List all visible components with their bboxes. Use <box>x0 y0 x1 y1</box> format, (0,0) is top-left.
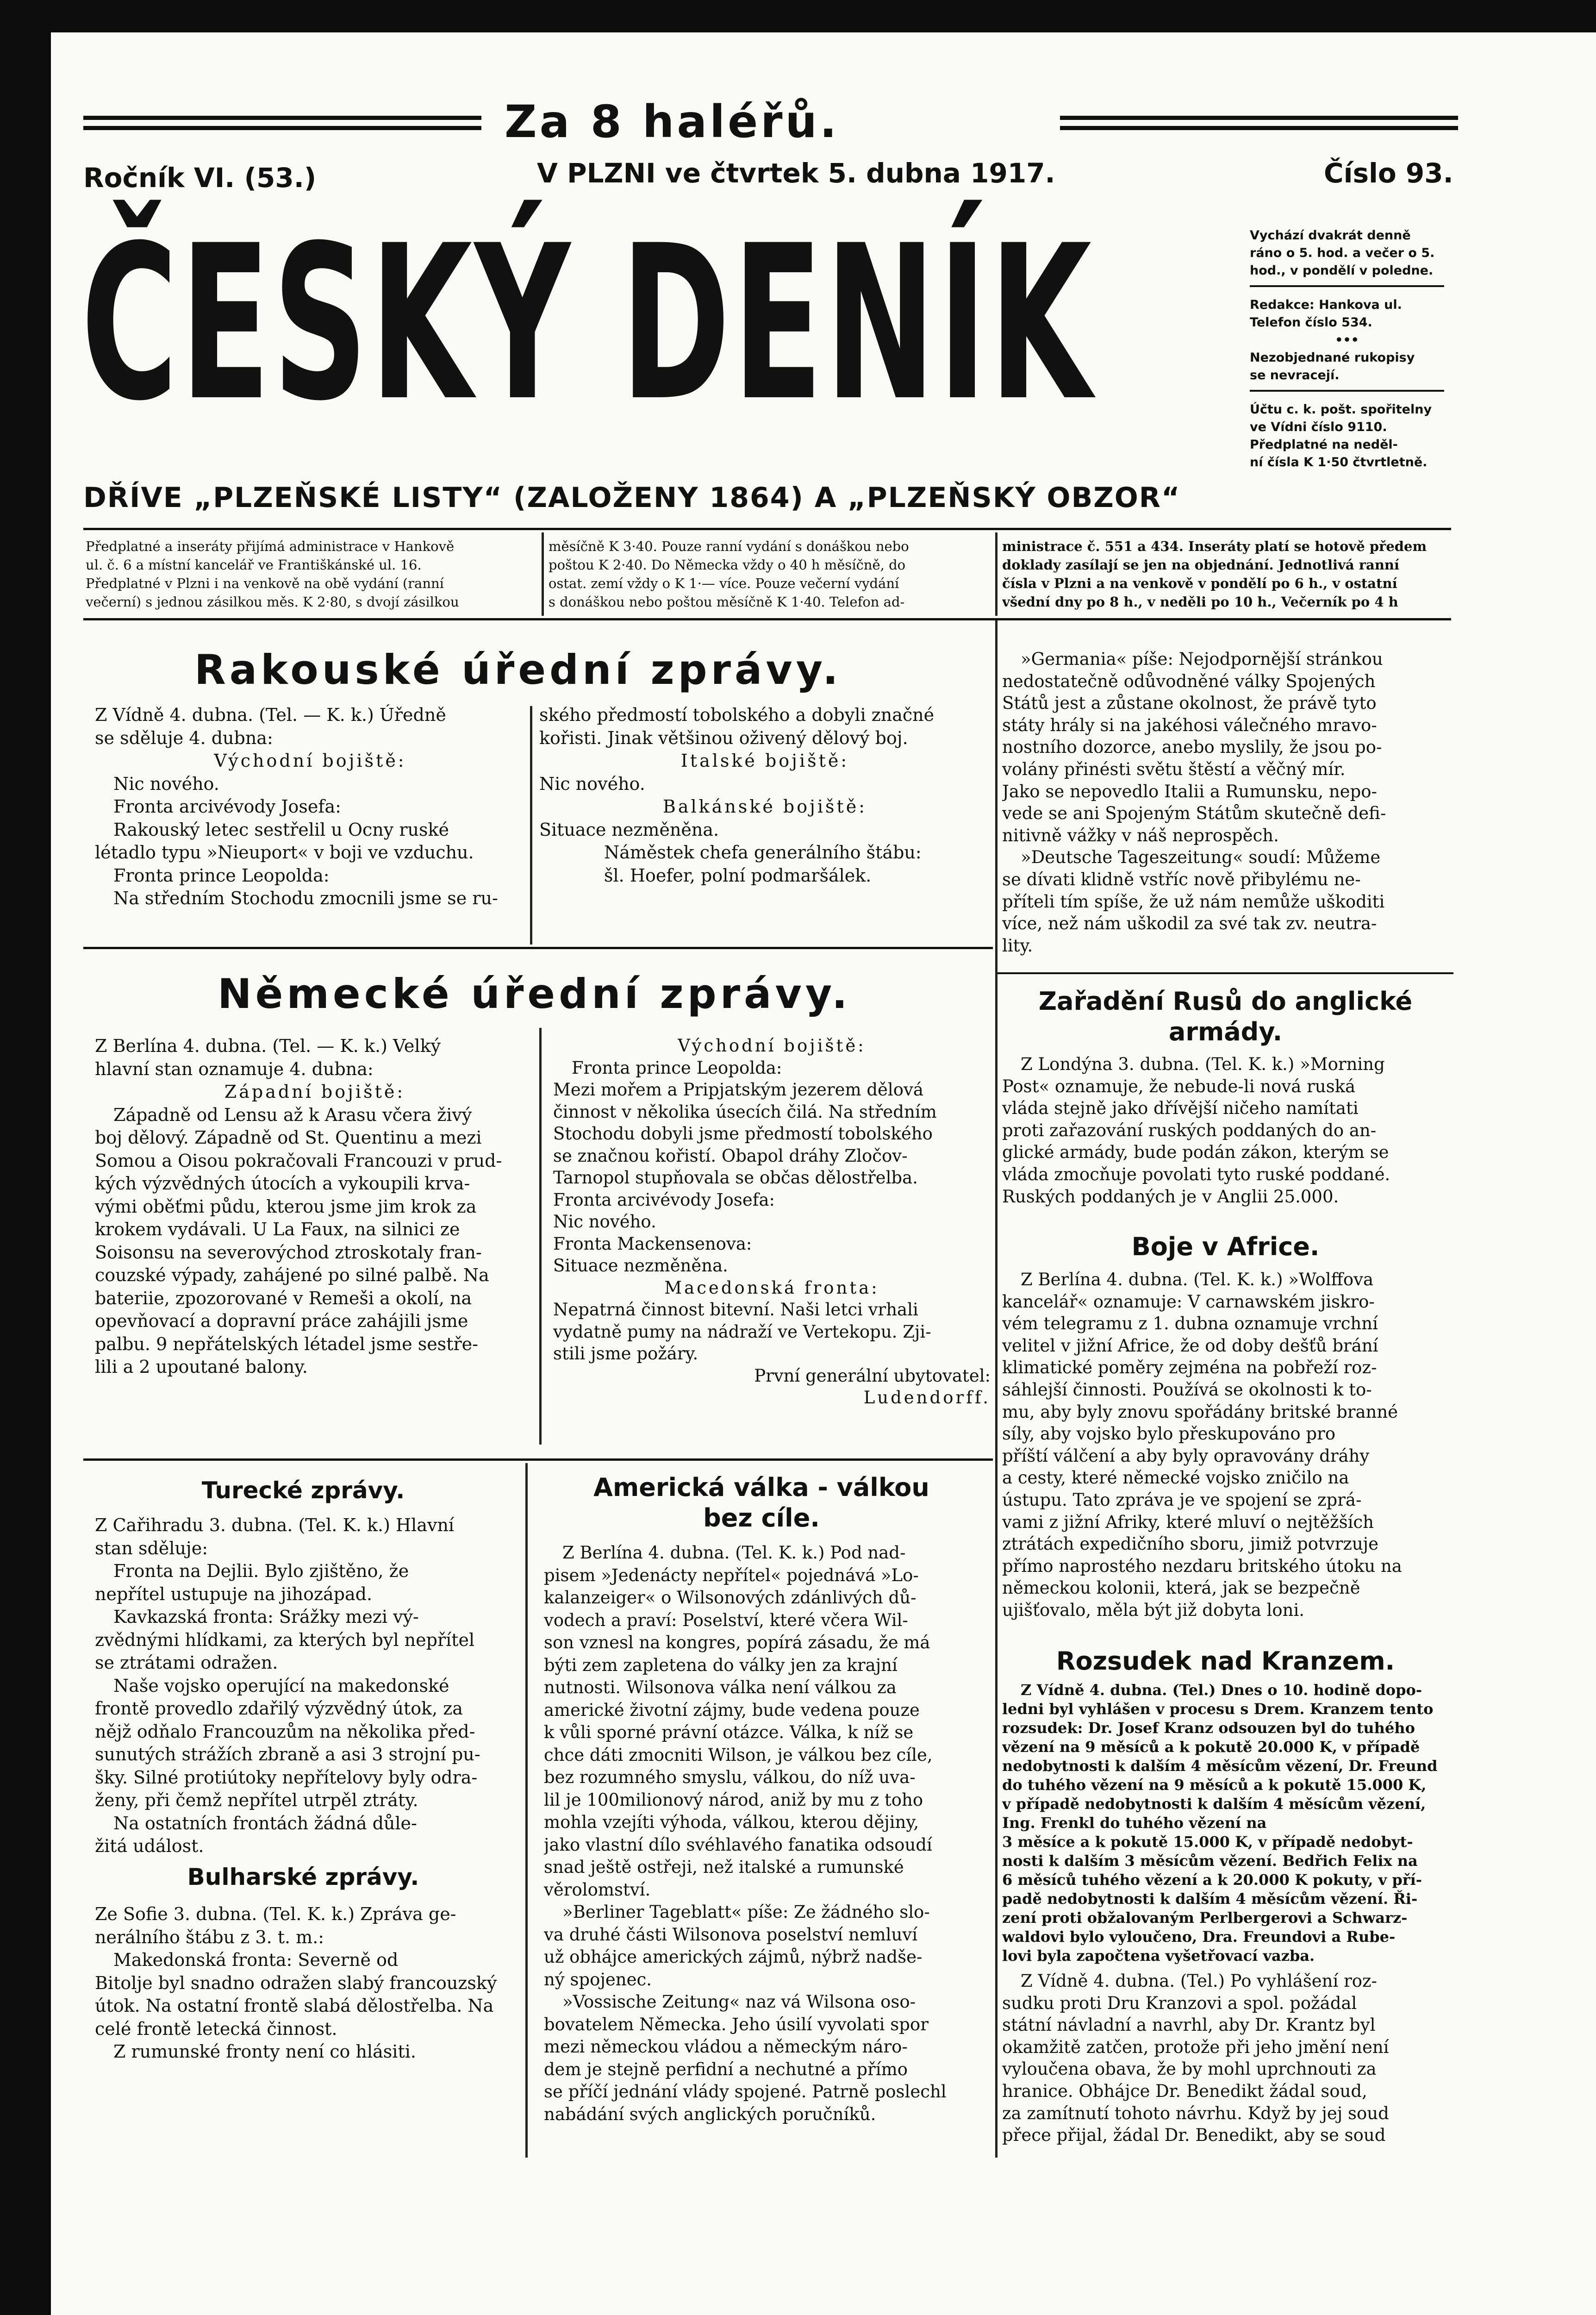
subscription-top-rule <box>83 528 1451 530</box>
text-line: vede se ani Spojeným Státům skutečně defi- <box>1002 803 1386 824</box>
info-line: ••• <box>1335 333 1359 347</box>
text-line: vyloučena obava, že by mohl uprchnouti za <box>1002 2059 1377 2079</box>
text-line: krokem vydávali. U La Faux, na silnici ze <box>95 1219 460 1239</box>
subscription-bottom-rule <box>83 618 1451 620</box>
text-line: nedostatečně odůvodněné války Spojených <box>1002 671 1376 691</box>
text-line: se příčí jednání vlády spojené. Patrně poslechl <box>544 2082 947 2102</box>
text-line: nepřítel ustupuje na jihozápad. <box>95 1583 373 1604</box>
info-divider <box>1250 389 1444 392</box>
text-line: Fronta Mackensenova: <box>553 1233 752 1254</box>
text-line: se značnou kořistí. Obapol dráhy Zločov- <box>553 1145 908 1166</box>
text-line: Z rumunské fronty není co hlásiti. <box>113 2041 416 2062</box>
sub-line: ul. č. 6 a místní kancelář ve Františkánské ul. 16. <box>86 557 422 573</box>
text-line: nerálního štábu z 3. t. m.: <box>95 1927 324 1947</box>
text-line: německou kolonii, která, jak se bezpečně <box>1002 1578 1360 1598</box>
austrian-reports-heading: Rakouské úřední zprávy. <box>194 646 842 694</box>
africa-body <box>1002 1269 1456 1621</box>
text-line: nosti k dalším 3 měsícům vězení. Bedřich Felix na <box>1002 1852 1418 1870</box>
text-line: ského předmostí tobolského a dobyli značné <box>539 705 935 725</box>
section-heading: Západní bojiště: <box>224 1082 405 1102</box>
text-line: bez rozumného smyslu, válkou, do níž uva- <box>544 1767 916 1787</box>
text-line: Rakouský letec sestřelil u Ocny ruské <box>113 819 449 840</box>
signature: šl. Hoefer, polní podmaršálek. <box>604 865 872 886</box>
price-rule-left-2 <box>83 126 481 130</box>
column-divider <box>525 1463 528 2158</box>
text-line: boj dělový. Západně od St. Quentinu a mezi <box>95 1127 482 1148</box>
text-line: nedobytnosti k dalším 4 měsícům vězení, Dr. Freund <box>1002 1757 1438 1775</box>
info-line: Předplatné na neděl- <box>1250 438 1398 452</box>
heading-line: bez cíle. <box>703 1503 820 1533</box>
text-line: hranice. Obhájce Dr. Benedikt žádal soud, <box>1002 2081 1367 2101</box>
text-line: Fronta na Dejlii. Bylo zjištěno, že <box>113 1561 409 1581</box>
heading-line: Zařadění Rusů do anglické <box>1038 987 1413 1016</box>
column-divider <box>530 706 532 945</box>
text-line: létadlo typu »Nieuport« v boji ve vzduchu. <box>95 842 474 863</box>
text-line: 6 měsíců tuhého vězení a k 20.000 K pokuty, v pří- <box>1002 1871 1422 1889</box>
text-line: Somou a Oisou pokračovali Francouzi v prud- <box>95 1150 502 1171</box>
text-line: Jako se nepovedlo Italii a Rumunsku, nepo- <box>1002 781 1378 801</box>
text-line: vými oběťmi půdu, kterou jsme jim krok za <box>95 1196 477 1217</box>
text-line: k vůli sporné právní otázce. Válka, k níž se <box>544 1722 914 1742</box>
text-line: přece přijal, žádal Dr. Benedikt, aby se soud <box>1002 2125 1386 2146</box>
text-line: proti zařazování ruských poddaných do an- <box>1002 1120 1377 1140</box>
text-line: volány přinésti světu štěstí a věčný mír. <box>1002 759 1346 779</box>
issue-number: Číslo 93. <box>1324 157 1453 189</box>
text-line: Ze Sofie 3. dubna. (Tel. K. k.) Zpráva ge- <box>95 1904 456 1924</box>
text-line: lovi byla započtena vyšetřovací vazba. <box>1002 1947 1315 1965</box>
text-line: bovatelem Německa. Jeho úsilí vyvolati spor <box>544 2014 929 2034</box>
section-rule <box>83 947 993 949</box>
heading-line: Americká válka - válkou <box>593 1473 929 1502</box>
place-date: V PLZNI ve čtvrtek 5. dubna 1917. <box>537 157 1055 189</box>
text-line: dem je stejně perfidní a nechutné a přímo <box>544 2059 908 2079</box>
text-line: chce dáti zmocniti Wilson, je válkou bez cíle, <box>544 1745 933 1765</box>
kranz-verdict-body <box>1002 1970 1456 2146</box>
info-line: Vychází dvakrát denně <box>1250 228 1411 243</box>
text-line: vodech a praví: Poselství, které včera Wil- <box>544 1610 908 1630</box>
text-line: žitá událost. <box>95 1836 204 1856</box>
text-line: kalanzeiger« o Wilsonových zdánlivých dů- <box>544 1588 916 1608</box>
text-line: a cesty, které německé vojsko zničilo na <box>1002 1468 1349 1488</box>
text-line: sáhlejší činnosti. Používá se okolnosti k to- <box>1002 1379 1372 1400</box>
text-line: nějž odňalo Francouzům na několika před- <box>95 1721 475 1742</box>
column-divider <box>539 1028 542 1445</box>
info-line: ráno o 5. hod. a večer o 5. <box>1250 246 1435 260</box>
text-line: Makedonská fronta: Severně od <box>113 1950 399 1970</box>
text-line: »Berliner Tageblatt« píše: Ze žádného slo- <box>562 1902 930 1922</box>
sub-line: všední dny po 8 h., v neděli po 10 h., Večerník po 4 h <box>1002 594 1398 610</box>
text-line: americké životní zájmy, bude vedena pouze <box>544 1700 920 1720</box>
text-line: mohla vzejíti výhoda, válkou, kterou dějiny, <box>544 1812 919 1832</box>
text-line: státní návladní a navrhl, aby Dr. Krantz byl <box>1002 2015 1376 2035</box>
text-line: Z Cařihradu 3. dubna. (Tel. K. k.) Hlavní <box>95 1515 455 1535</box>
text-line: jako vlastní dílo svéhlavého fanatika odsoudí <box>544 1834 932 1855</box>
text-line: son vznesl na kongres, popírá zásadu, že má <box>544 1633 930 1652</box>
bulgarian-reports-heading: Bulharské zprávy. <box>187 1864 419 1890</box>
text-line: opevňovací a dopravní práce zahájili jsme <box>95 1311 468 1331</box>
text-line: útok. Na ostatní frontě slabá dělostřelba. Na <box>95 1996 494 2016</box>
text-line: Fronta arcivévody Josefa: <box>553 1189 775 1210</box>
text-line: nabádání svých anglických poručníků. <box>544 2104 876 2124</box>
text-line: bateriie, zpozorované v Remeši a okolí, na <box>95 1288 472 1308</box>
text-line: Stochodu dobyli jsme předmostí tobolského <box>553 1124 933 1144</box>
text-line: ný spojenec. <box>544 1969 652 1990</box>
subscription-col-2 <box>549 537 991 611</box>
text-line: vydatně pumy na nádraží ve Vertekopu. Zji- <box>553 1321 931 1342</box>
text-line: Z Londýna 3. dubna. (Tel. K. k.) »Morning <box>1021 1054 1385 1074</box>
text-line: zení proti obžalovaným Perlbergerovi a Schwarz- <box>1002 1909 1408 1927</box>
text-line: mu, aby byly znovu spořádány britské branné <box>1002 1402 1398 1422</box>
sub-line: ministrace č. 551 a 434. Inseráty platí se hotově předem <box>1002 538 1427 554</box>
section-heading: Východní bojiště: <box>214 751 406 771</box>
kranz-verdict-bold <box>1002 1681 1456 1965</box>
text-line: okamžitě zatčen, protože při jeho jmění není <box>1002 2037 1389 2057</box>
info-line: hod., v pondělí v poledne. <box>1250 263 1434 278</box>
text-line: Nic nového. <box>553 1212 656 1232</box>
info-line: se nevracejí. <box>1250 368 1340 382</box>
scan-border-left <box>0 0 51 2315</box>
text-line: velitel v jižní Africe, že od doby dešťů brání <box>1002 1335 1378 1356</box>
text-line: se sděluje 4. dubna: <box>95 727 273 748</box>
masthead-info-box <box>1250 227 1444 523</box>
heading-line: armády. <box>1168 1017 1283 1046</box>
text-line: frontě provedlo zdařilý výzvědný útok, za <box>95 1698 463 1719</box>
info-line: Redakce: Hankova ul. <box>1250 298 1402 312</box>
section-heading: Macedonská fronta: <box>664 1277 879 1298</box>
text-line: sudku proti Dru Kranzovi a spol. požádal <box>1002 1993 1357 2013</box>
turkish-reports-heading: Turecké zprávy. <box>201 1477 405 1504</box>
text-line: va druhé části Wilsonova poselství nemluví <box>544 1924 918 1945</box>
text-line: lity. <box>1002 935 1033 956</box>
section-heading: Východní bojiště: <box>678 1036 866 1056</box>
text-line: se ztrátami odražen. <box>95 1652 278 1673</box>
text-line: činnost v několika úsecích čilá. Na středním <box>553 1101 937 1122</box>
sub-divider <box>542 532 544 616</box>
text-line: Států jest a zůstane okolnost, že právě tyto <box>1002 693 1377 713</box>
text-line: »Germania« píše: Nejodpornější stránkou <box>1021 649 1383 669</box>
text-line: Bitolje byl snadno odražen slabý francouzský <box>95 1972 497 1993</box>
text-line: Náměstek chefa generálního štábu: <box>604 842 922 863</box>
text-line: Post« oznamuje, že nebude-li nová ruská <box>1002 1076 1356 1096</box>
text-line: mezi německou vládou a německým náro- <box>544 2037 908 2057</box>
volume: Ročník VI. (53.) <box>83 162 317 194</box>
text-line: ústupu. Tato zpráva je ve spojení se zprá- <box>1002 1489 1362 1510</box>
info-line: Účtu c. k. pošt. spořitelny <box>1250 402 1432 417</box>
text-line: »Deutsche Tageszeitung« soudí: Můžeme <box>1021 847 1381 868</box>
text-line: Z Berlína 4. dubna. (Tel. K. k.) Pod nad- <box>562 1543 906 1563</box>
sub-line: Předplatné v Plzni i na venkově na obě vydání (ranní <box>86 576 444 591</box>
text-line: nostního dozorce, anebo myslily, že jsou po- <box>1002 737 1382 757</box>
text-line: zvědnými hlídkami, za kterých byl nepřítel <box>95 1629 475 1650</box>
text-line: lil je 100milionový národ, aniž by mu z toho <box>544 1789 923 1810</box>
text-line: kých výzvědných útocích a vykoupili krva- <box>95 1173 470 1194</box>
text-line: Z Vídně 4. dubna. (Tel.) Po vyhlášení roz- <box>1021 1971 1378 1991</box>
text-line: ženy, při čemž nepřítel utrpěl ztráty. <box>95 1790 418 1810</box>
text-line: příští válčení a aby byly opravovány dráhy <box>1002 1445 1370 1466</box>
section-heading: Balkánské bojiště: <box>662 796 867 817</box>
bulgarian-body <box>95 1903 521 2064</box>
text-line: se dívati klidně vstříc nově přibylému ne- <box>1002 869 1361 889</box>
text-line: ztrátách expedičního sboru, jimiž potvrzuje <box>1002 1534 1379 1554</box>
text-line: Situace nezměněna. <box>539 819 719 840</box>
section-rule <box>83 1458 993 1461</box>
text-line: hlavní stan oznamuje 4. dubna: <box>95 1058 374 1079</box>
info-line: Nezobjednané rukopisy <box>1250 350 1415 365</box>
text-line: Západně od Lensu až k Arasu včera živý <box>113 1104 472 1125</box>
text-line: Nic nového. <box>539 773 645 794</box>
text-line: vězení na 9 měsíců a k pokutě 20.000 K, v případě <box>1002 1738 1420 1756</box>
text-line: stan sděluje: <box>95 1538 208 1558</box>
text-line: příteli tím spíše, že už nám nemůže uškoditi <box>1002 891 1385 912</box>
text-line: nutnosti. Wilsonova válka není válkou za <box>544 1677 897 1697</box>
text-line: Nepatrná činnost bitevní. Naši letci vrhali <box>553 1300 918 1320</box>
section-heading: Italské bojiště: <box>680 751 849 771</box>
german-col-1 <box>95 1035 535 1379</box>
subscription-col-3 <box>1002 537 1449 611</box>
price: Za 8 haléřů. <box>505 96 840 148</box>
text-line: kořisti. Jinak většinou oživený dělový boj. <box>539 727 908 748</box>
section-rule <box>998 972 1453 974</box>
africa-heading: Boje v Africe. <box>1131 1232 1320 1261</box>
text-line: věrolomství. <box>544 1879 651 1900</box>
text-line: vami z jižní Afriky, které mluví o nejtěžších <box>1002 1512 1374 1532</box>
info-line: ve Vídni číslo 9110. <box>1250 420 1387 434</box>
text-line: Tarnopol stupňovala se občas dělostřelba. <box>553 1168 918 1188</box>
german-reports-heading: Německé úřední zprávy. <box>218 970 851 1018</box>
text-line: vém telegramu z 1. dubna oznamuje vrchní <box>1002 1314 1378 1334</box>
text-line: Situace nezměněna. <box>553 1256 728 1276</box>
text-line: Na ostatních frontách žádná důle- <box>113 1813 417 1833</box>
sub-line: Předplatné a inseráty přijímá administrace v Hankově <box>86 538 455 554</box>
price-rule-left-1 <box>83 116 481 120</box>
text-line: státy hrály si na jakéhosi válečného mravo- <box>1002 715 1377 735</box>
text-line: pisem »Jedenácty nepřítel« pojednává »Lo- <box>544 1565 919 1585</box>
text-line: už obhájce amerických zájmů, nýbrž nadše- <box>544 1947 923 1967</box>
text-line: za zamítnutí tohoto návrhu. Když by jej soud <box>1002 2103 1389 2123</box>
american-war-heading <box>532 1472 991 1533</box>
text-line: glické armády, bude podán zákon, kterým se <box>1002 1142 1389 1163</box>
text-line: Z Berlína 4. dubna. (Tel. K. k.) »Wolffova <box>1021 1270 1374 1289</box>
text-line: Z Vídně 4. dubna. (Tel. — K. k.) Úředně <box>95 705 446 725</box>
text-line: Mezi mořem a Pripjatským jezerem dělová <box>553 1080 923 1100</box>
kranz-verdict-heading: Rozsudek nad Kranzem. <box>1056 1646 1395 1676</box>
info-line: ní čísla K 1·50 čtvrtletně. <box>1250 455 1428 469</box>
text-line: kancelář« oznamuje: V carnawském jiskro- <box>1002 1291 1375 1312</box>
text-line: Fronta prince Leopolda: <box>113 865 330 886</box>
text-line: Ing. Frenkl do tuhého vězení na <box>1002 1814 1267 1832</box>
text-line: býti zem zapletena do války jen za krajní <box>544 1655 898 1675</box>
text-line: Ruských poddaných je v Anglii 25.000. <box>1002 1186 1339 1207</box>
text-line: couzské výpady, zahájené po silné palbě. Na <box>95 1265 489 1285</box>
text-line: síly, aby vojsko bylo přeskupováno pro <box>1002 1424 1336 1444</box>
text-line: stili jsme požáry. <box>553 1344 698 1364</box>
text-line: Na středním Stochodu zmocnili jsme se ru- <box>113 888 498 908</box>
price-rule-right-1 <box>1060 116 1458 120</box>
text-line: šky. Silné protiútoky nepřítelovy byly odra- <box>95 1767 478 1788</box>
text-line: rozsudek: Dr. Josef Kranz odsouzen byl do tuhého <box>1002 1719 1415 1737</box>
text-line: vláda stejně jako dřívější ničeho namítati <box>1002 1098 1359 1119</box>
sub-divider <box>995 532 998 616</box>
text-line: padě nedobytnosti k dalším 4 měsícům vězení. Ři- <box>1002 1890 1418 1908</box>
text-line: Nic nového. <box>113 773 219 794</box>
austrian-col-2 <box>539 704 991 887</box>
signature: První generální ubytovatel: <box>754 1365 991 1386</box>
text-line: Naše vojsko operující na makedonské <box>113 1675 449 1696</box>
text-line: ledni byl vyhlášen v procesu s Drem. Kranzem tento <box>1002 1700 1434 1718</box>
column-divider <box>995 620 998 2158</box>
text-line: nitivně vážky v náš neprospěch. <box>1002 825 1279 845</box>
text-line: Fronta prince Leopolda: <box>572 1057 782 1078</box>
info-line: Telefon číslo 534. <box>1250 315 1372 330</box>
text-line: 3 měsíce a k pokutě 15.000 K, v případě nedobyt- <box>1002 1833 1413 1851</box>
text-line: lili a 2 upoutané balony. <box>95 1357 308 1377</box>
price-rule-right-2 <box>1060 126 1458 130</box>
text-line: palbu. 9 nepřátelských létadel jsme sestře- <box>95 1333 478 1354</box>
newspaper-title: ČESKÝ DENÍK <box>81 200 1094 448</box>
russians-heading <box>998 986 1453 1047</box>
info-divider <box>1250 284 1444 287</box>
scan-border-top <box>0 0 1596 32</box>
signature: Ludendorff. <box>863 1388 991 1408</box>
text-line: Z Berlína 4. dubna. (Tel. — K. k.) Velký <box>95 1036 441 1056</box>
text-line: klimatické poměry zejména na pobřeží roz- <box>1002 1358 1377 1378</box>
russians-body <box>1002 1053 1456 1208</box>
text-line: waldovi bylo vyloučeno, Dra. Freundovi a Rube- <box>1002 1928 1396 1946</box>
sub-line: ostat. zemí vždy o K 1·— více. Pouze večerní vydání <box>549 576 899 591</box>
text-line: snad ještě ostřeji, než italské a rumunské <box>544 1857 904 1877</box>
turkish-body <box>95 1514 521 1858</box>
austrian-col-1 <box>95 704 525 910</box>
text-line: Z Vídně 4. dubna. (Tel.) Dnes o 10. hodině dopo- <box>1021 1681 1422 1699</box>
text-line: »Vossische Zeitung« naz vá Wilsona oso- <box>562 1992 916 2012</box>
text-line: Kavkazská fronta: Srážky mezi vý- <box>113 1607 419 1627</box>
text-line: sunutých strážích zbraně a asi 3 strojní pu- <box>95 1744 480 1764</box>
sub-line: měsíčně K 3·40. Pouze ranní vydání s donáškou nebo <box>549 538 909 554</box>
text-line: celé frontě letecká činnost. <box>95 2018 337 2039</box>
subtitle: DŘÍVE „PLZEŇSKÉ LISTY“ (ZALOŽENY 1864) A „PLZEŇSKÝ OBZOR“ <box>83 482 1181 514</box>
sub-line: poštou K 2·40. Do Německa vždy o 40 h měsíčně, do <box>549 557 906 573</box>
text-line: Soisonsu na severovýchod ztroskotaly fran- <box>95 1242 482 1263</box>
germania-body <box>1002 648 1456 957</box>
text-line: přímo naprostého nezdaru britského útoku na <box>1002 1556 1402 1576</box>
text-line: do tuhého vězení na 9 měsíců a k pokutě 15.000 K, <box>1002 1776 1427 1794</box>
german-col-2 <box>553 1035 991 1409</box>
text-line: ujišťovalo, měla být již dobyta loni. <box>1002 1600 1305 1620</box>
subscription-col-1 <box>86 537 537 611</box>
text-line: v případě nedobytnosti k dalším 4 měsícům vězení, <box>1002 1795 1426 1813</box>
sub-line: doklady zasílají se jen na objednání. Jednotlivá ranní <box>1002 557 1400 573</box>
american-war-body <box>544 1542 991 2126</box>
text-line: více, než nám uškodil za své tak zv. neutra- <box>1002 913 1377 934</box>
text-line: Fronta arcivévody Josefa: <box>113 796 341 817</box>
sub-line: s donáškou nebo poštou měsíčně K 1·40. Telefon ad- <box>549 594 905 610</box>
sub-line: večerní) s jednou zásilkou měs. K 2·80, s dvojí zásilkou <box>86 594 459 610</box>
text-line: vláda zmocňuje povolati tyto ruské poddané. <box>1002 1164 1390 1184</box>
sub-line: čísla v Plzni a na venkově v pondělí po 6 h., v ostatní <box>1002 576 1397 591</box>
